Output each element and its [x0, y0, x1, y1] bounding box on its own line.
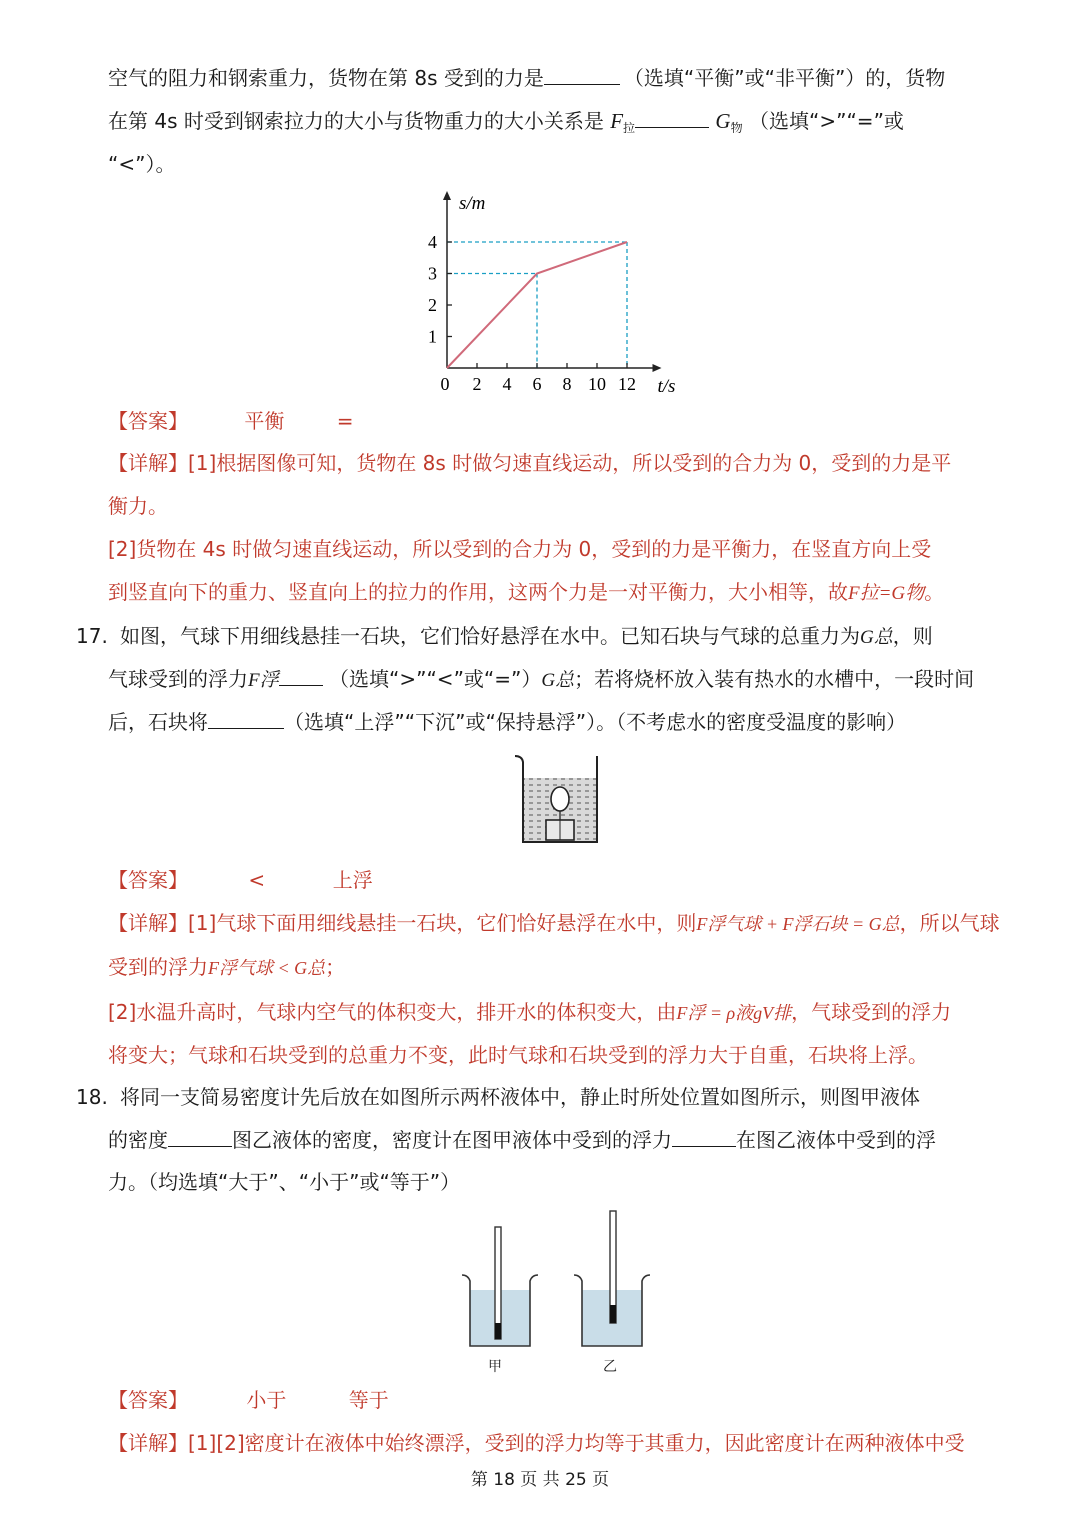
explanation-16-line1: 【详解】[1]根据图像可知，货物在 8s 时做匀速直线运动，所以受到的合力为 0，受到的力是平 — [108, 451, 952, 475]
question-number-18: 18. — [76, 1085, 108, 1109]
y-tick-label-1: 1 — [428, 326, 437, 347]
y-axis-arrow — [443, 191, 451, 200]
q18-line1: 将同一支简易密度计先后放在如图所示两杯液体中，静止时所处位置如图所示，则图甲液体 — [120, 1085, 920, 1109]
q17-line1: 如图，气球下用细线悬挂一石块，它们恰好悬浮在水中。已知石块与气球的总重力为G总，则 — [120, 624, 933, 648]
beaker-balloon-figure — [512, 752, 608, 848]
explanation-18-line1: 【详解】[1][2]密度计在液体中始终漂浮，受到的浮力均等于其重力，因此密度计在两种液体中受 — [108, 1431, 965, 1455]
y-axis-label: s/m — [459, 193, 486, 214]
q16-line2: 在第 4s 时受到钢索拉力的大小与货物重力的大小关系是 $F_拉$ $G_物$ （选填“>”“=”或 — [108, 109, 904, 135]
answer-blank-3 — [279, 665, 323, 686]
explanation-16-line2: 衡力。 — [108, 494, 168, 518]
x-tick-label-4: 4 — [502, 374, 512, 394]
s-t-graph — [415, 185, 715, 400]
explanation-17-line1: 【详解】[1]气球下面用细线悬挂一石块，它们恰好悬浮在水中，则F浮气球 + F浮石块 = G总，所以气球 — [108, 911, 1000, 935]
x-axis-arrow — [653, 364, 662, 372]
caption-jia: 甲 — [488, 1359, 502, 1375]
x-tick-label-0: 0 — [440, 374, 450, 394]
explanation-17-line4: 将变大；气球和石块受到的总重力不变，此时气球和石块受到的浮力大于自重，石块将上浮。 — [108, 1043, 928, 1067]
explanation-17-line2: 受到的浮力F浮气球 < G总； — [108, 955, 346, 979]
x-tick-label-12: 12 — [618, 374, 636, 394]
y-tick-label-2: 2 — [428, 295, 437, 315]
hydrometer-beakers-figure — [458, 1205, 658, 1375]
answer-18: 【答案】 小于 等于 — [108, 1388, 389, 1412]
explanation-16-line4: 到竖直向下的重力、竖直向上的拉力的作用，这两个力是一对平衡力，大小相等，故F拉=G物。 — [108, 580, 945, 604]
answer-blank-4 — [208, 708, 284, 729]
x-tick-label-6: 6 — [532, 374, 542, 394]
answer-16: 【答案】 平衡 = — [108, 409, 354, 433]
caption-yi: 乙 — [603, 1359, 617, 1375]
x-tick-label-2: 2 — [472, 374, 482, 394]
answer-blank-6 — [672, 1126, 736, 1147]
q17-line2: 气球受到的浮力F浮 （选填“>”“<”或“=”）G总；若将烧杯放入装有热水的水槽中，一段时间 — [108, 667, 975, 691]
q17-line3: 后，石块将 （选填“上浮”“下沉”或“保持悬浮”）。（不考虑水的密度受温度的影响） — [108, 710, 907, 734]
page-footer: 第 18 页 共 25 页 — [470, 1470, 610, 1490]
q18-line2: 的密度 图乙液体的密度，密度计在图甲液体中受到的浮力 在图乙液体中受到的浮 — [108, 1128, 936, 1152]
explanation-16-line3: [2]货物在 4s 时做匀速直线运动，所以受到的合力为 0，受到的力是平衡力，在竖直方向上受 — [108, 537, 932, 561]
q18-line3: 力。（均选填“大于”、“小于”或“等于”） — [108, 1170, 461, 1194]
q16-line3: “<”）。 — [108, 152, 176, 176]
answer-17: 【答案】 < 上浮 — [108, 868, 373, 892]
answer-blank-5 — [168, 1126, 232, 1147]
answer-blank-2 — [635, 107, 709, 128]
y-tick-label-4: 4 — [428, 232, 437, 252]
x-tick-label-10: 10 — [588, 374, 606, 394]
explanation-17-line3: [2]水温升高时，气球内空气的体积变大，排开水的体积变大，由F浮 = ρ液gV排，气球受到的浮力 — [108, 1000, 952, 1024]
x-tick-label-8: 8 — [562, 374, 572, 394]
x-axis-label: t/s — [657, 376, 676, 397]
y-tick-label-3: 3 — [428, 263, 437, 284]
q16-line1: 空气的阻力和钢索重力，货物在第 8s 受到的力是 （选填“平衡”或“非平衡”）的，货物 — [108, 66, 946, 90]
answer-blank-1 — [544, 64, 620, 85]
question-number-17: 17. — [76, 624, 108, 648]
